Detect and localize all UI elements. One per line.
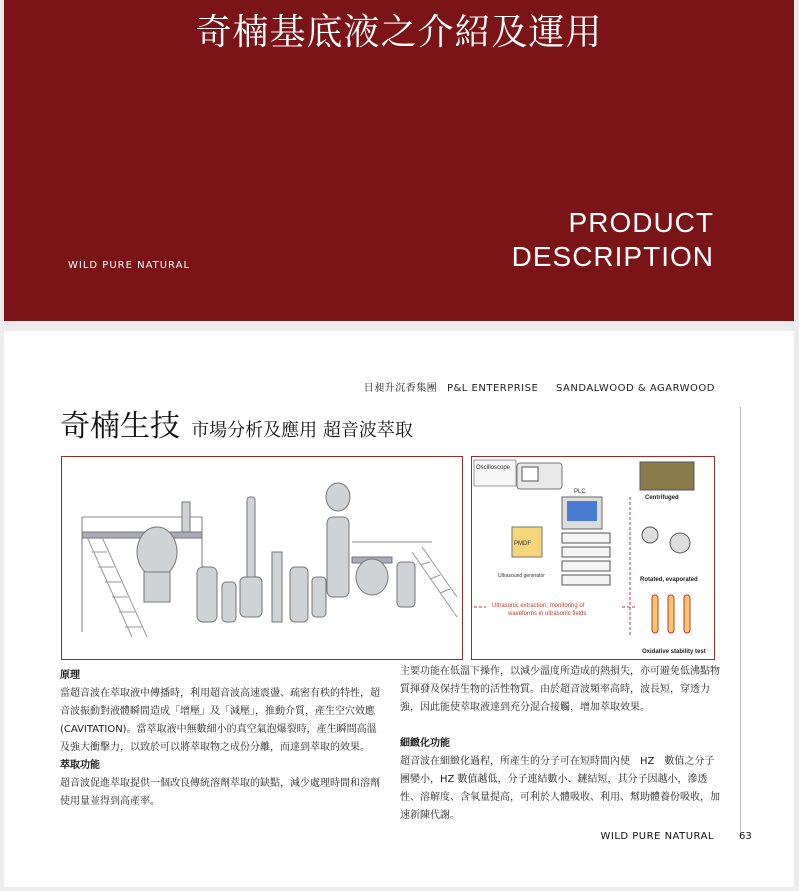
main-function-paragraph: 主要功能在低溫下操作，以減少溫度所造成的熱損失，亦可避免低沸點物質揮發及保持生物的活性物質。由於超音波頻率高時，波長短，穿透力強，因此能使萃取液達到充分混合接觸，增加萃取效果。 <box>400 666 720 713</box>
section-heading-extraction-function: 萃取功能 <box>60 760 100 771</box>
company-name-en: P&L ENTERPRISE <box>446 383 539 394</box>
refinement-paragraph: 超音波在細緻化過程，所產生的分子可在短時間內使 HZ 數值之分子團變小，HZ 數值越低，分子連結數小、鏈結短，其分子因越小，滲透性、溶解度、含氧量提高，可利於人體吸收、利用、幫助體養份吸收，加速新陳代謝。 <box>400 756 720 821</box>
equipment-illustration <box>62 457 462 659</box>
principle-paragraph: 當超音波在萃取液中傳播時，利用超音波高速震盪、疏密有秩的特性，超音波振動對液體瞬間造成「增壓」及「減壓」，推動介質，產生空穴效應 (CAVITATION)。當萃取液中無數細小的真空氣泡爆裂時，產生瞬間高溫及強大衝擊力，以致於可以將萃取物之成份分離，而達到萃取的效果。 <box>60 688 385 753</box>
extraction-function-paragraph: 超音波促進萃取提供一個改良傳統溶劑萃取的缺點，減少處理時間和溶劑使用量並得到高產率。 <box>60 778 380 807</box>
title-banner <box>4 0 794 321</box>
section-heading-refinement: 細緻化功能 <box>400 738 450 749</box>
right-column <box>400 663 720 825</box>
ultrasonic-process-diagram <box>471 456 715 660</box>
left-column <box>60 667 385 811</box>
running-header <box>358 379 715 394</box>
margin-rule <box>740 407 741 837</box>
label-centrifuged: Centrifuged <box>645 495 679 501</box>
svg-text:waveforms in ultrasonic fields: waveforms in ultrasonic fields <box>508 611 587 617</box>
title-subtitle: 市場分析及應用 超音波萃取 <box>191 420 413 441</box>
company-name-cn: 日昶升沉香集團 <box>363 383 438 394</box>
process-diagram <box>472 457 714 659</box>
label-oxidative-stability: Oxidative stability test <box>642 649 706 655</box>
extraction-equipment-photo <box>61 456 463 660</box>
document-page <box>4 331 794 887</box>
heading-line-2: DESCRIPTION <box>511 241 714 272</box>
page-number: 63 <box>739 831 752 842</box>
product-line: SANDALWOOD & AGARWOOD <box>556 383 715 394</box>
label-pmdf: PMDF <box>514 541 531 547</box>
banner-tagline: WILD PURE NATURAL <box>68 260 191 271</box>
banner-title: 奇楠基底液之介紹及運用 <box>195 12 603 53</box>
label-rotated-evaporated: Rotated, evaporated <box>640 577 698 583</box>
section-heading-principle: 原理 <box>60 670 80 681</box>
label-plc: PLC <box>574 489 586 495</box>
label-extraction-monitoring: Ultrasonic extraction, monitoring of <box>492 603 585 609</box>
footer-brand: WILD PURE NATURAL <box>600 831 714 842</box>
label-ultrasound-generator: Ultrasound generator <box>498 573 545 579</box>
title-main: 奇楠生技 <box>60 409 180 444</box>
product-description-heading <box>512 206 714 274</box>
heading-line-1: PRODUCT <box>568 207 714 238</box>
page-title <box>60 401 413 445</box>
label-oscilloscope: Oscilloscope <box>476 465 511 471</box>
